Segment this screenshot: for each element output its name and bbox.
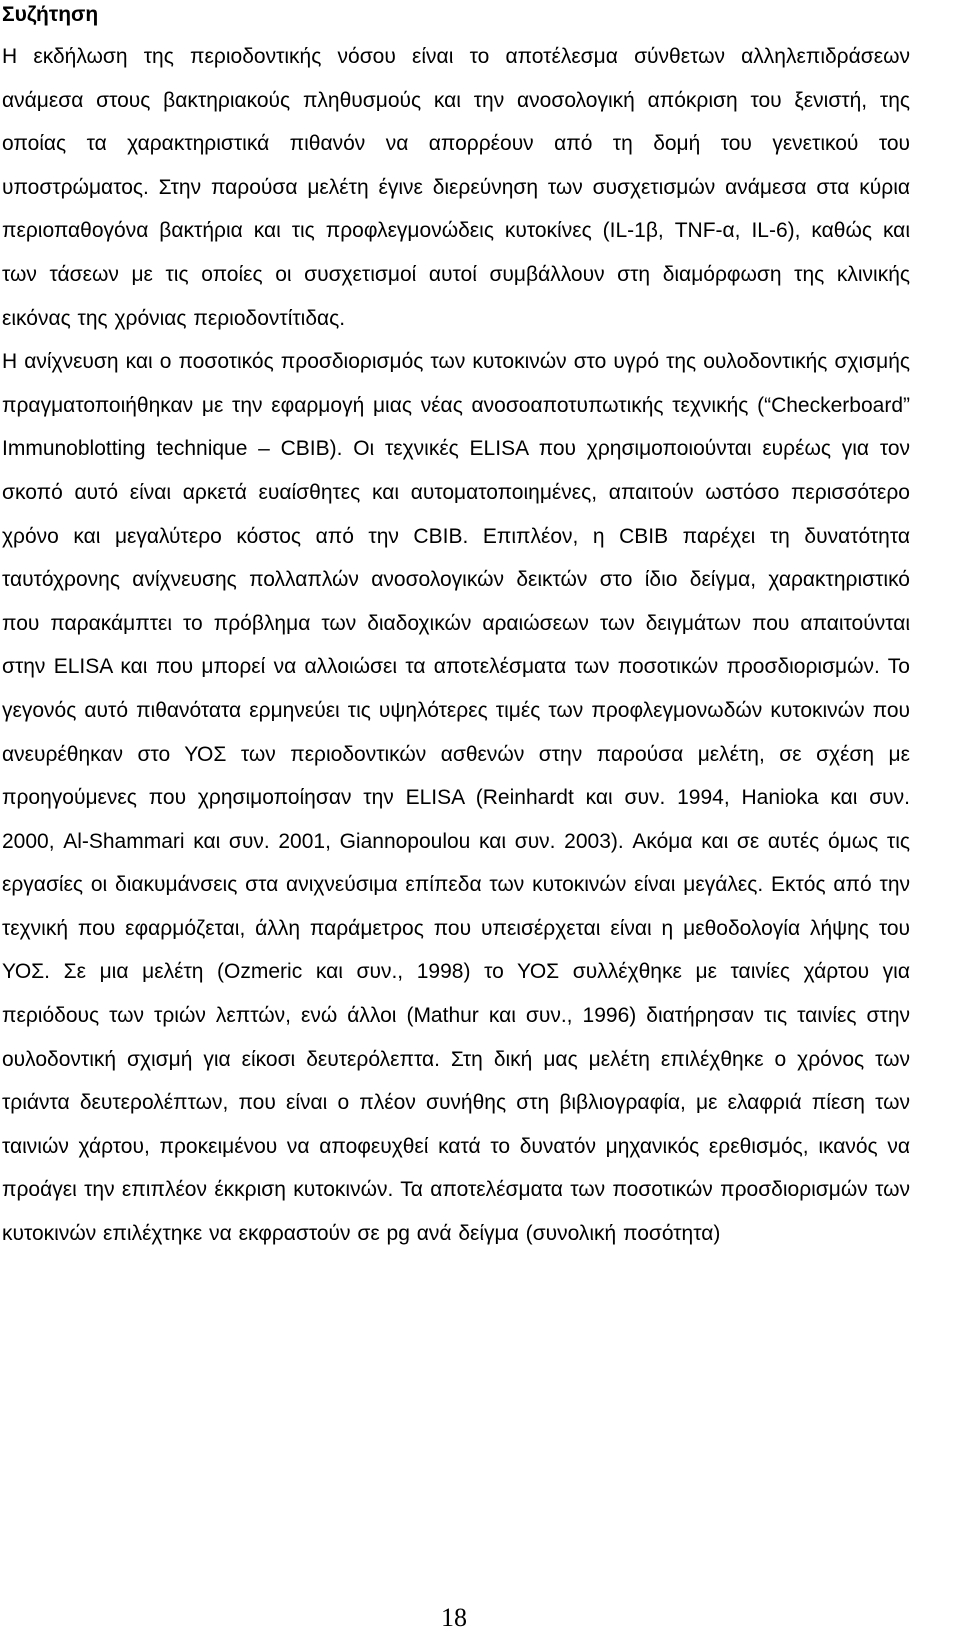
paragraph-methodology: Η ανίχνευση και ο ποσοτικός προσδιορισμός των κυτοκινών στο υγρό της ουλοδοντικής σχισμής πραγματοποιήθηκαν με την εφαρμογή μιας νέας ανοσοαποτυπωτικής τεχνικής (“Checkerboard” Immunoblotting technique – CBIB). Οι τεχνικές ELISA που χρησιμοποιούνται ευρέως για τον σκοπό αυτό είναι αρκετά ευαίσθητες και αυτοματοποιημένες, απαιτούν ωστόσο περισσότερο χρόνο και μεγαλύτερο κόστος από την CBIB. Επιπλέον, η CBIB παρέχει τη δυνατότητα ταυτόχρονης ανίχνευσης πολλαπλών ανοσολογικών δεικτών στο ίδιο δείγμα, χαρακτηριστικό που παρακάμπτει το πρόβλημα των διαδοχικών αραιώσεων των δειγμάτων που απαιτούνται στην ELISA και που μπορεί να αλλοιώσει τα αποτελέσματα των ποσοτικών προσδιορισμών. Το γεγονός αυτό πιθανότατα ερμηνεύει τις υψηλότερες τιμές των προφλεγμονωδών κυτοκινών που ανευρέθηκαν στο ΥΟΣ των περιοδοντικών ασθενών στην παρούσα μελέτη, σε σχέση με προηγούμενες που χρησιμοποίησαν την ELISA (Reinhardt και συν. 1994, Hanioka και συν. 2000, Al-Shammari και συν. 2001, Giannopoulou και συν. 2003). Ακόμα και σε αυτές όμως τις εργασίες οι διακυμάνσεις στα ανιχνεύσιμα επίπεδα των κυτοκινών είναι μεγάλες. Εκτός από την τεχνική που εφαρμόζεται, άλλη παράμετρος που υπεισέρχεται είναι η μεθοδολογία λήψης του ΥΟΣ. Σε μια μελέτη (Ozmeric και συν., 1998) το ΥΟΣ συλλέχθηκε με ταινίες χάρτου για περιόδους των τριών λεπτών, ενώ άλλοι (Mathur και συν., 1996) διατήρησαν τις ταινίες στην ουλοδοντική σχισμή για είκοσι δευτερόλεπτα. Στη δική μας μελέτη επιλέχθηκε ο χρόνος των τριάντα δευτερολέπτων, που είναι ο πλέον συνήθης στη βιβλιογραφία, με ελαφριά πίεση των ταινιών χάρτου, προκειμένου να αποφευχθεί κατά το δυνατόν μηχανικός ερεθισμός, ικανός να προάγει την επιπλέον έκκριση κυτοκινών. Τα αποτελέσματα των ποσοτικών προσδιορισμών των κυτοκινών επιλέχτηκε να εκφραστούν σε pg ανά δείγμα (συνολική ποσότητα) bbox=[2, 350, 910, 1246]
document-body bbox=[2, 0, 910, 1256]
section-heading: Συζήτηση bbox=[2, 3, 99, 26]
page-number: 18 bbox=[441, 1603, 467, 1632]
paragraph-introduction: Η εκδήλωση της περιοδοντικής νόσου είναι το αποτέλεσμα σύνθετων αλληλεπιδράσεων ανάμεσα στους βακτηριακούς πληθυσμούς και την ανοσολογική απόκριση του ξενιστή, της οποίας τα χαρακτηριστικά πιθανόν να απορρέουν από τη δομή του γενετικού του υποστρώματος. Στην παρούσα μελέτη έγινε διερεύνηση των συσχετισμών ανάμεσα στα κύρια περιοπαθογόνα βακτήρια και τις προφλεγμονώδεις κυτοκίνες (IL-1β, TNF-α, IL-6), καθώς και των τάσεων με τις οποίες οι συσχετισμοί αυτοί συμβάλλουν στη διαμόρφωση της κλινικής εικόνας της χρόνιας περιοδοντίτιδας. bbox=[2, 45, 910, 330]
